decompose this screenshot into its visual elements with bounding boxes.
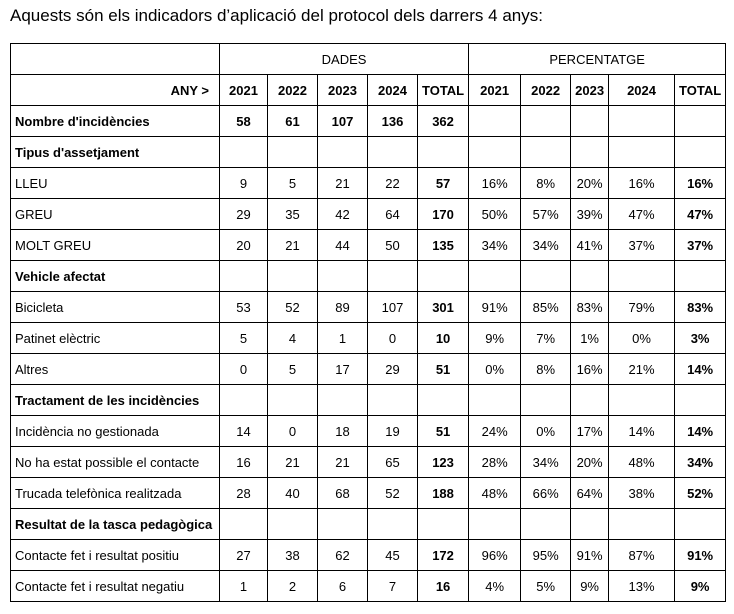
pct-cell: 66% <box>521 478 571 509</box>
group-header-percentatge: PERCENTATGE <box>469 44 726 75</box>
pct-cell: 0% <box>521 416 571 447</box>
dades-cell: 27 <box>220 540 268 571</box>
pct-col-header: 2022 <box>521 75 571 106</box>
pct-cell <box>571 385 609 416</box>
dades-cell: 22 <box>368 168 418 199</box>
dades-cell: 135 <box>418 230 469 261</box>
table-row <box>11 292 726 323</box>
row-label: Bicicleta <box>11 292 220 323</box>
pct-cell: 0% <box>609 323 675 354</box>
dades-cell: 52 <box>368 478 418 509</box>
pct-cell: 16% <box>469 168 521 199</box>
corner-cell <box>11 44 220 75</box>
pct-cell <box>675 385 726 416</box>
section-header-row <box>11 261 726 292</box>
table-row <box>11 354 726 385</box>
dades-cell <box>220 509 268 540</box>
pct-cell: 34% <box>469 230 521 261</box>
dades-cell: 38 <box>268 540 318 571</box>
dades-cell <box>418 261 469 292</box>
row-label: Incidència no gestionada <box>11 416 220 447</box>
dades-cell: 57 <box>418 168 469 199</box>
dades-cell: 123 <box>418 447 469 478</box>
pct-cell: 8% <box>521 354 571 385</box>
dades-cell: 0 <box>220 354 268 385</box>
row-label: Altres <box>11 354 220 385</box>
pct-cell <box>675 261 726 292</box>
group-header-row <box>11 44 726 75</box>
page-title: Aquests són els indicadors d’aplicació del protocol dels darrers 4 anys: <box>10 6 543 25</box>
dades-cell: 68 <box>318 478 368 509</box>
pct-cell: 47% <box>609 199 675 230</box>
table-row <box>11 478 726 509</box>
pct-cell <box>521 106 571 137</box>
row-label: Resultat de la tasca pedagògica <box>11 509 220 540</box>
pct-cell: 1% <box>571 323 609 354</box>
year-row-label: ANY > <box>11 75 220 106</box>
dades-cell <box>268 137 318 168</box>
pct-cell <box>571 137 609 168</box>
pct-cell <box>521 385 571 416</box>
pct-cell: 13% <box>609 571 675 602</box>
dades-cell <box>368 137 418 168</box>
pct-col-header: 2024 <box>609 75 675 106</box>
dades-cell: 45 <box>368 540 418 571</box>
dades-cell: 107 <box>318 106 368 137</box>
pct-cell <box>609 509 675 540</box>
pct-cell: 34% <box>521 230 571 261</box>
row-label: Contacte fet i resultat negatiu <box>11 571 220 602</box>
section-header-row <box>11 509 726 540</box>
row-label: LLEU <box>11 168 220 199</box>
dades-cell: 50 <box>368 230 418 261</box>
dades-cell <box>268 261 318 292</box>
row-label: MOLT GREU <box>11 230 220 261</box>
pct-cell <box>609 385 675 416</box>
pct-cell: 91% <box>469 292 521 323</box>
dades-cell: 5 <box>268 354 318 385</box>
dades-cell: 6 <box>318 571 368 602</box>
pct-cell: 96% <box>469 540 521 571</box>
pct-cell: 57% <box>521 199 571 230</box>
dades-cell: 10 <box>418 323 469 354</box>
dades-cell: 51 <box>418 354 469 385</box>
dades-cell: 65 <box>368 447 418 478</box>
pct-cell: 28% <box>469 447 521 478</box>
row-label: Contacte fet i resultat positiu <box>11 540 220 571</box>
dades-cell <box>318 509 368 540</box>
pct-cell: 14% <box>609 416 675 447</box>
pct-cell <box>469 261 521 292</box>
table-row <box>11 323 726 354</box>
pct-cell: 7% <box>521 323 571 354</box>
dades-cell: 62 <box>318 540 368 571</box>
dades-col-header: 2024 <box>368 75 418 106</box>
table-row <box>11 230 726 261</box>
pct-cell: 9% <box>675 571 726 602</box>
pct-cell <box>675 509 726 540</box>
dades-col-header: 2023 <box>318 75 368 106</box>
dades-cell: 35 <box>268 199 318 230</box>
dades-cell: 16 <box>220 447 268 478</box>
row-label: Vehicle afectat <box>11 261 220 292</box>
pct-cell: 20% <box>571 447 609 478</box>
dades-cell: 0 <box>268 416 318 447</box>
pct-cell <box>469 137 521 168</box>
dades-cell <box>418 385 469 416</box>
pct-cell: 91% <box>571 540 609 571</box>
dades-cell <box>318 385 368 416</box>
row-label: Trucada telefònica realitzada <box>11 478 220 509</box>
dades-cell: 9 <box>220 168 268 199</box>
pct-cell <box>675 106 726 137</box>
dades-cell: 172 <box>418 540 469 571</box>
pct-cell: 37% <box>675 230 726 261</box>
group-header-dades: DADES <box>220 44 469 75</box>
dades-col-header: 2021 <box>220 75 268 106</box>
pct-cell: 48% <box>469 478 521 509</box>
pct-cell <box>521 137 571 168</box>
pct-cell: 50% <box>469 199 521 230</box>
pct-col-header: TOTAL <box>675 75 726 106</box>
pct-cell <box>469 106 521 137</box>
dades-cell <box>220 385 268 416</box>
pct-cell: 91% <box>675 540 726 571</box>
pct-cell: 14% <box>675 416 726 447</box>
section-header-row <box>11 137 726 168</box>
pct-cell: 20% <box>571 168 609 199</box>
pct-cell <box>675 137 726 168</box>
pct-cell <box>521 261 571 292</box>
table-row <box>11 416 726 447</box>
section-header-row <box>11 385 726 416</box>
dades-cell: 4 <box>268 323 318 354</box>
indicators-table <box>10 43 726 602</box>
pct-col-header: 2021 <box>469 75 521 106</box>
pct-cell <box>571 261 609 292</box>
dades-cell: 362 <box>418 106 469 137</box>
dades-cell: 14 <box>220 416 268 447</box>
pct-cell: 8% <box>521 168 571 199</box>
pct-cell <box>521 509 571 540</box>
pct-cell: 16% <box>675 168 726 199</box>
pct-cell: 52% <box>675 478 726 509</box>
dades-cell: 53 <box>220 292 268 323</box>
dades-cell: 2 <box>268 571 318 602</box>
pct-cell: 9% <box>469 323 521 354</box>
pct-cell: 9% <box>571 571 609 602</box>
table-row <box>11 540 726 571</box>
dades-cell: 170 <box>418 199 469 230</box>
pct-cell <box>469 509 521 540</box>
table-row <box>11 168 726 199</box>
dades-cell: 52 <box>268 292 318 323</box>
dades-cell: 136 <box>368 106 418 137</box>
dades-cell <box>368 509 418 540</box>
dades-cell: 20 <box>220 230 268 261</box>
dades-cell: 19 <box>368 416 418 447</box>
dades-cell: 16 <box>418 571 469 602</box>
pct-cell: 87% <box>609 540 675 571</box>
row-label: Nombre d'incidències <box>11 106 220 137</box>
pct-cell: 4% <box>469 571 521 602</box>
dades-cell <box>368 385 418 416</box>
dades-cell: 21 <box>268 447 318 478</box>
dades-cell: 61 <box>268 106 318 137</box>
pct-cell: 83% <box>675 292 726 323</box>
row-label: Tractament de les incidències <box>11 385 220 416</box>
pct-col-header: 2023 <box>571 75 609 106</box>
dades-cell: 17 <box>318 354 368 385</box>
table-row <box>11 199 726 230</box>
pct-cell: 41% <box>571 230 609 261</box>
dades-cell: 5 <box>268 168 318 199</box>
dades-cell <box>318 137 368 168</box>
row-label: GREU <box>11 199 220 230</box>
year-header-row <box>11 75 726 106</box>
pct-cell <box>469 385 521 416</box>
pct-cell <box>571 106 609 137</box>
pct-cell <box>609 261 675 292</box>
pct-cell: 34% <box>675 447 726 478</box>
dades-cell: 7 <box>368 571 418 602</box>
dades-cell <box>418 509 469 540</box>
dades-cell <box>418 137 469 168</box>
dades-cell: 0 <box>368 323 418 354</box>
table-row <box>11 447 726 478</box>
pct-cell: 38% <box>609 478 675 509</box>
dades-cell: 64 <box>368 199 418 230</box>
pct-cell: 16% <box>609 168 675 199</box>
pct-cell: 47% <box>675 199 726 230</box>
dades-cell: 51 <box>418 416 469 447</box>
pct-cell: 21% <box>609 354 675 385</box>
dades-cell <box>368 261 418 292</box>
dades-cell: 18 <box>318 416 368 447</box>
dades-cell: 21 <box>318 447 368 478</box>
row-label: No ha estat possible el contacte <box>11 447 220 478</box>
dades-cell: 44 <box>318 230 368 261</box>
dades-cell: 21 <box>268 230 318 261</box>
dades-cell: 29 <box>368 354 418 385</box>
dades-cell: 28 <box>220 478 268 509</box>
dades-col-header: 2022 <box>268 75 318 106</box>
dades-cell: 5 <box>220 323 268 354</box>
dades-cell: 107 <box>368 292 418 323</box>
dades-cell: 21 <box>318 168 368 199</box>
dades-cell <box>268 385 318 416</box>
dades-cell: 58 <box>220 106 268 137</box>
pct-cell: 85% <box>521 292 571 323</box>
row-label: Tipus d'assetjament <box>11 137 220 168</box>
pct-cell: 64% <box>571 478 609 509</box>
dades-cell <box>220 137 268 168</box>
dades-cell: 29 <box>220 199 268 230</box>
row-label: Patinet elèctric <box>11 323 220 354</box>
dades-cell: 1 <box>220 571 268 602</box>
pct-cell: 14% <box>675 354 726 385</box>
pct-cell: 39% <box>571 199 609 230</box>
pct-cell <box>609 137 675 168</box>
dades-cell: 1 <box>318 323 368 354</box>
pct-cell: 48% <box>609 447 675 478</box>
dades-cell: 301 <box>418 292 469 323</box>
dades-cell <box>268 509 318 540</box>
dades-cell: 188 <box>418 478 469 509</box>
dades-cell <box>318 261 368 292</box>
pct-cell: 24% <box>469 416 521 447</box>
dades-cell: 89 <box>318 292 368 323</box>
dades-cell: 40 <box>268 478 318 509</box>
dades-col-header: TOTAL <box>418 75 469 106</box>
pct-cell: 79% <box>609 292 675 323</box>
pct-cell <box>609 106 675 137</box>
section-header-row <box>11 106 726 137</box>
pct-cell: 3% <box>675 323 726 354</box>
table-row <box>11 571 726 602</box>
pct-cell: 5% <box>521 571 571 602</box>
pct-cell <box>571 509 609 540</box>
pct-cell: 37% <box>609 230 675 261</box>
pct-cell: 34% <box>521 447 571 478</box>
pct-cell: 16% <box>571 354 609 385</box>
pct-cell: 83% <box>571 292 609 323</box>
pct-cell: 95% <box>521 540 571 571</box>
dades-cell <box>220 261 268 292</box>
pct-cell: 0% <box>469 354 521 385</box>
pct-cell: 17% <box>571 416 609 447</box>
dades-cell: 42 <box>318 199 368 230</box>
